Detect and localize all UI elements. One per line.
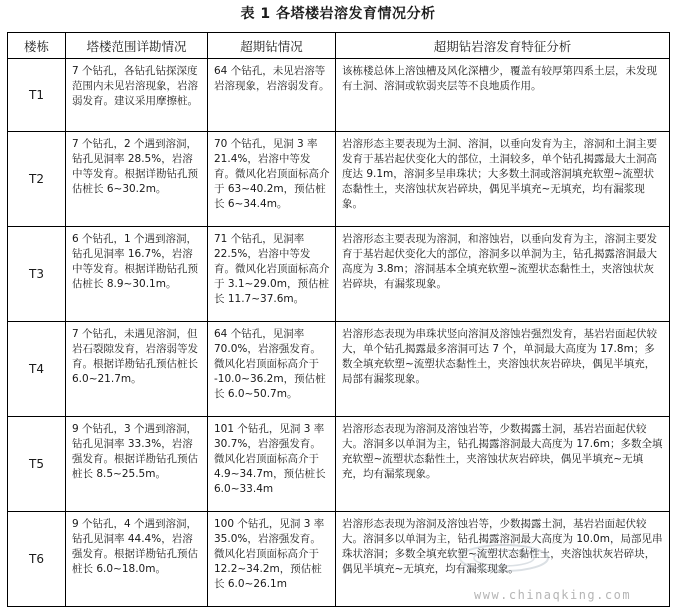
cell-drilling: 100 个钻孔，见洞 3 率 35.0%，岩溶强发育。微风化岩顶面标高介于 12.2~34.2m，预估桩长 6.0~26.1m — [208, 512, 336, 607]
cell-survey: 7 个钻孔，未遇见溶洞，但岩石裂隙发育，岩溶弱等发育。根据详勘钻孔预估桩长 6.0~21.7m。 — [66, 322, 208, 417]
table-row — [8, 417, 670, 512]
table-row — [8, 322, 670, 417]
table-row — [8, 59, 670, 132]
header-analysis: 超期钻岩溶发育特征分析 — [336, 33, 670, 59]
karst-analysis-table — [7, 32, 670, 607]
cell-analysis: 岩溶形态表现为串珠状竖向溶洞及溶蚀岩强烈发育，基岩岩面起伏较大，单个钻孔揭露最多溶洞可达 7 个，单洞最大高度为 17.8m；多数全填充软塑~流塑状态黏性土，夹溶蚀状灰岩碎块，偶见半填充，局部有漏浆现象。 — [336, 322, 670, 417]
cell-analysis: 该栋楼总体上溶蚀槽及风化深槽少，覆盖有较厚第四系土层，未发现有土洞、溶洞或软弱夹层等不良地质作用。 — [336, 59, 670, 132]
cell-analysis: 岩溶形态表现为溶洞及溶蚀岩等，少数揭露土洞，基岩岩面起伏较大。溶洞多以单洞为主，钻孔揭露溶洞最大高度为 10.0m，局部见串珠状溶洞；多数全填充软塑~流塑状态黏性土，夹溶蚀状灰岩碎块，偶见半填充~无填充，均有漏浆现象。 — [336, 512, 670, 607]
table-row — [8, 132, 670, 227]
cell-building: T6 — [8, 512, 66, 607]
cell-drilling: 64 个钻孔，未见岩溶等岩溶现象，岩溶弱发育。 — [208, 59, 336, 132]
cell-building: T1 — [8, 59, 66, 132]
cell-drilling: 70 个钻孔，见洞 3 率 21.4%，岩溶中等发育。微风化岩顶面标高介于 63~40.2m，预估桩长 6~34.4m。 — [208, 132, 336, 227]
cell-drilling: 71 个钻孔，见洞率 22.5%，岩溶中等发育。微风化岩顶面标高介于 3.1~29.0m，预估桩长 11.7~37.6m。 — [208, 227, 336, 322]
cell-analysis: 岩溶形态主要表现为土洞、溶洞，以垂向发育为主，溶洞和土洞主要发育于基岩起伏变化大的部位，土洞较多，单个钻孔揭露最大土洞高度达 9.1m，溶洞多呈串珠状；大多数土洞或溶洞填充软塑~流塑状态黏性土，夹溶蚀状灰岩碎块，偶见半填充~无填充，均有漏浆现象。 — [336, 132, 670, 227]
cell-survey: 7 个钻孔，2 个遇到溶洞，钻孔见洞率 28.5%，岩溶中等发育。根据详勘钻孔预估桩长 6~30.2m。 — [66, 132, 208, 227]
cell-analysis: 岩溶形态表现为溶洞及溶蚀岩等，少数揭露土洞，基岩岩面起伏较大。溶洞多以单洞为主，钻孔揭露溶洞最大高度为 17.6m；多数全填充软塑~流塑状态黏性土，夹溶蚀状灰岩碎块，偶见半填充~无填充，均有漏浆现象。 — [336, 417, 670, 512]
cell-survey: 9 个钻孔，3 个遇到溶洞，钻孔见洞率 33.3%，岩溶强发育。根据详勘钻孔预估桩长 8.5~25.5m。 — [66, 417, 208, 512]
header-building: 楼栋 — [8, 33, 66, 59]
cell-building: T4 — [8, 322, 66, 417]
cell-survey: 6 个钻孔，1 个遇到溶洞，钻孔见洞率 16.7%，岩溶中等发育。根据详勘钻孔预估桩长 8.9~30.1m。 — [66, 227, 208, 322]
table-header-row — [8, 33, 670, 59]
cell-building: T3 — [8, 227, 66, 322]
header-drilling: 超期钻情况 — [208, 33, 336, 59]
cell-drilling: 101 个钻孔，见洞 3 率 30.7%，岩溶强发育。微风化岩顶面标高介于 4.9~34.7m，预估桩长 6.0~33.4m — [208, 417, 336, 512]
cell-analysis: 岩溶形态主要表现为溶洞，和溶蚀岩，以垂向发育为主，溶洞主要发育于基岩起伏变化大的部位，溶洞多以单洞为主，钻孔揭露溶洞最大高度为 3.8m；溶洞基本全填充软塑~流塑状态黏性土，夹溶蚀状灰岩碎块，有漏浆现象。 — [336, 227, 670, 322]
cell-survey: 9 个钻孔，4 个遇到溶洞，钻孔见洞率 44.4%，岩溶强发育。根据详勘钻孔预估桩长 6.0~18.0m。 — [66, 512, 208, 607]
table-row — [8, 227, 670, 322]
watermark-text: www.chinaqking.com — [474, 588, 632, 602]
cell-survey: 7 个钻孔，各钻孔钻探深度范围内未见岩溶现象，岩溶弱发育。建议采用摩擦桩。 — [66, 59, 208, 132]
header-survey: 塔楼范围详勘情况 — [66, 33, 208, 59]
watermark-logo-icon — [456, 542, 552, 574]
cell-building: T2 — [8, 132, 66, 227]
cell-drilling: 64 个钻孔，见洞率 70.0%，岩溶强发育。微风化岩顶面标高介于 -10.0~36.2m，预估桩长 6.0~50.7m。 — [208, 322, 336, 417]
table-title: 表 1 各塔楼岩溶发育情况分析 — [240, 6, 436, 22]
cell-building: T5 — [8, 417, 66, 512]
